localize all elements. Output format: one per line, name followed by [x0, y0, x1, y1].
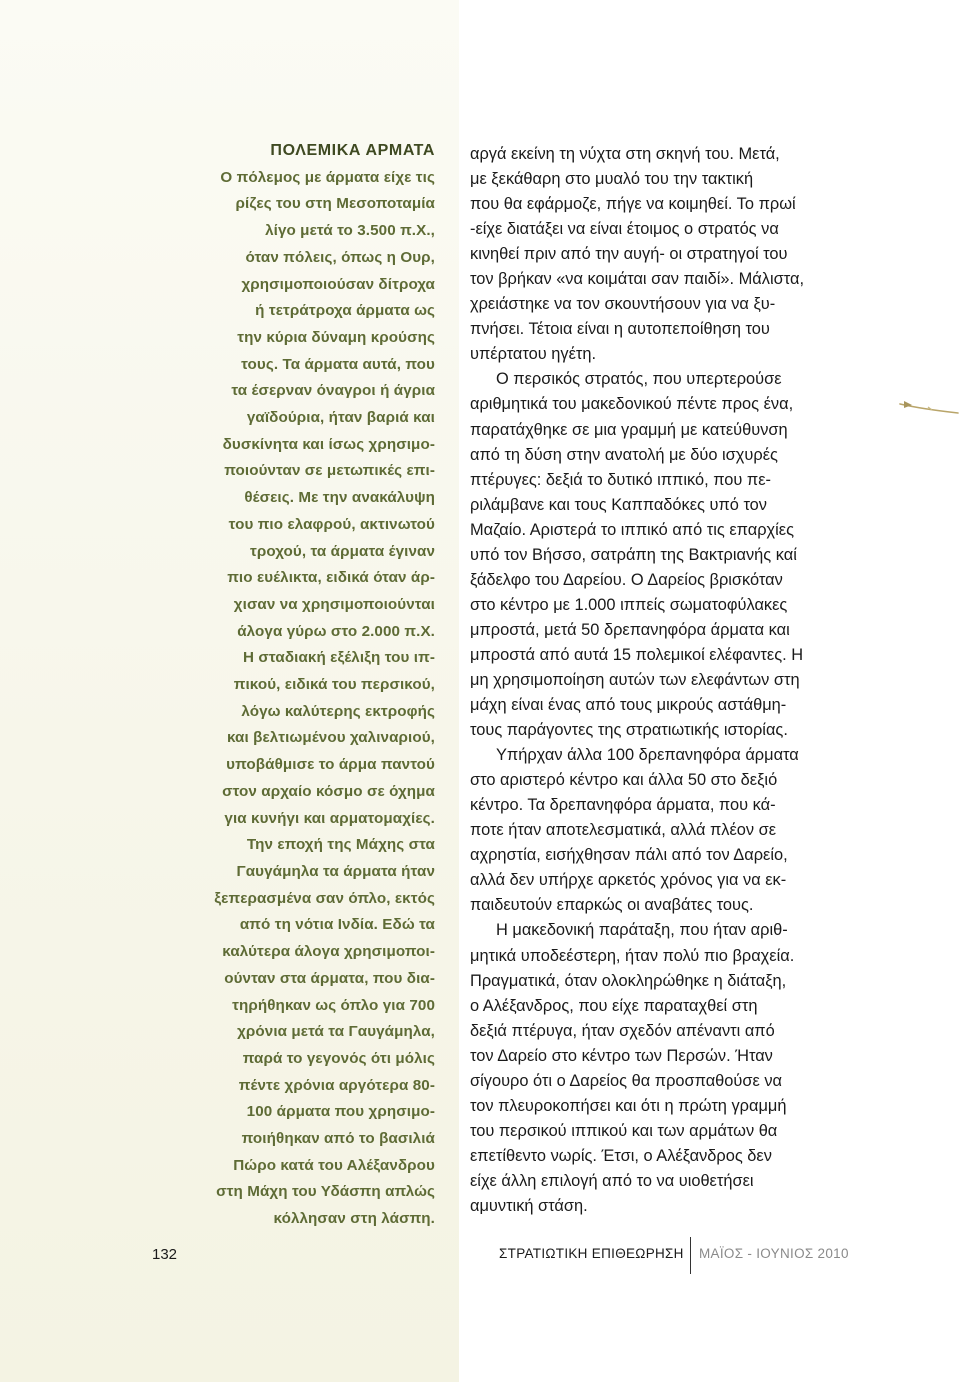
body-line: τον Δαρείο στο κέντρο των Περσών. Ήταν	[470, 1046, 773, 1065]
body-line: πνήσει. Τέτοια είναι η αυτοπεποίθηση του	[470, 320, 770, 339]
page-number: 132	[152, 1246, 178, 1263]
body-line: με ξεκάθαρη στο μυαλό του την τακτική	[470, 170, 754, 189]
sidebar-line: ρίζες του στη Μεσοποταμία	[235, 195, 435, 213]
body-line: παρατάχθηκε σε μια γραμμή με κατεύθυνση	[470, 420, 788, 439]
body-line: μάχη είναι ένας από τους μικρούς αστάθμη-	[470, 696, 787, 715]
body-line: παιδευτούν επαρκώς οι αναβάτες τους.	[470, 896, 754, 915]
sidebar-line: τους. Τα άρματα αυτά, που	[241, 355, 435, 373]
sidebar-line: ή τετράτροχα άρματα ως	[255, 302, 435, 320]
sidebar-line: λόγω καλύτερης εκτροφής	[241, 702, 435, 720]
body-line: ποτε ήταν αποτελεσματικά, αλλά πλέον σε	[470, 821, 777, 840]
body-line: υπέρτατου ηγέτη.	[470, 345, 597, 364]
body-line: μητικά υποδεέστερη, ήταν πολύ πιο βραχεία.	[470, 946, 795, 965]
sidebar-line: από τη νότια Ινδία. Εδώ τα	[239, 916, 435, 934]
body-line: Ο περσικός στρατός, που υπερτερούσε	[496, 370, 782, 389]
sidebar-line: πικού, ειδικά του περσικού,	[233, 676, 435, 694]
body-line: του περσικού ιππικού και των αρμάτων θα	[470, 1121, 778, 1140]
sidebar-line: στον αρχαίο κόσμο σε όχημα	[222, 782, 435, 800]
body-line: τον βρήκαν «να κοιμάται σαν παιδί». Μάλιστα,	[470, 270, 804, 289]
sidebar-line: χρησιμοποιούσαν δίτροχα	[241, 275, 435, 293]
body-line: κινηθεί πριν από την αυγή- οι στρατηγοί του	[470, 245, 788, 264]
body-line: μπροστά, μετά 50 δρεπανηφόρα άρματα και	[470, 620, 790, 639]
body-line: ο Αλέξανδρος, που είχε παραταχθεί στη	[470, 996, 758, 1015]
sidebar-line: ούνταν στα άρματα, που δια-	[224, 969, 435, 987]
sidebar-line: δυσκίνητα και ίσως χρησιμο-	[222, 435, 435, 453]
body-line: από τη δύση στην ανατολή με δύο ισχυρές	[470, 445, 778, 464]
sidebar-line: ποιούνταν σε μετωπικές επι-	[224, 462, 435, 480]
sidebar-line: υποβάθμισε το άρμα παντού	[226, 756, 435, 774]
magazine-name: ΣΤΡΑΤΙΩΤΙΚΗ ΕΠΙΘΕΩΡΗΣΗ	[499, 1246, 684, 1261]
body-line: είχε άλλη επιλογή από το να υιοθετήσει	[470, 1171, 754, 1190]
body-line: Η μακεδονική παράταξη, που ήταν αριθ-	[496, 921, 788, 940]
sidebar-line: ξεπερασμένα σαν όπλο, εκτός	[214, 889, 435, 907]
body-line: χρειάστηκε να τον σκουντήσουν για να ξυ-	[470, 295, 776, 314]
sidebar-line: θέσεις. Με την ανακάλυψη	[244, 489, 435, 507]
footer-divider	[690, 1237, 691, 1274]
body-line: μπροστά από αυτά 15 πολεμικοί ελέφαντες. Η	[470, 645, 804, 664]
sidebar-line: τροχού, τα άρματα έγιναν	[250, 542, 435, 560]
sidebar-line: Γαυγάμηλα τα άρματα ήταν	[236, 862, 435, 880]
sidebar-line: πέντε χρόνια αργότερα 80-	[238, 1076, 435, 1094]
sidebar-line: γαϊδούρια, ήταν βαριά και	[246, 409, 435, 427]
sidebar-line: για κυνήγι και αρματομαχίες.	[224, 809, 435, 827]
body-line: στο αριστερό κέντρο και άλλα 50 στο δεξιό	[470, 771, 778, 790]
body-line: κέντρο. Τα δρεπανηφόρα άρματα, που κά-	[470, 796, 776, 815]
body-line: αριθμητικά του μακεδονικού πέντε προς ένα,	[470, 395, 794, 414]
sidebar-line: κόλλησαν στη λάσπη.	[273, 1210, 435, 1228]
sidebar-title: ΠΟΛΕΜΙΚΑ ΑΡΜΑΤΑ	[270, 142, 435, 159]
body-line: αργά εκείνη τη νύχτα στη σκηνή του. Μετά,	[470, 145, 780, 163]
issue-date: ΜΑΪΟΣ - ΙΟΥΝΙΟΣ 2010	[699, 1246, 849, 1261]
sidebar-line: Η σταδιακή εξέλιξη του ιπ-	[243, 649, 435, 667]
sidebar-line: όταν πόλεις, όπως η Ουρ,	[245, 248, 435, 266]
sidebar-line: χρόνια μετά τα Γαυγάμηλα,	[237, 1023, 435, 1041]
sidebar-line: στη Μάχη του Υδάσπη απλώς	[216, 1183, 435, 1201]
sidebar-line: Πώρο κατά του Αλέξανδρου	[233, 1156, 435, 1174]
sidebar-line: πιο ευέλικτα, ειδικά όταν άρ-	[227, 569, 435, 587]
body-line: Υπήρχαν άλλα 100 δρεπανηφόρα άρματα	[496, 746, 799, 765]
body-line: ξάδελφο του Δαρείου. Ο Δαρείος βρισκόταν	[470, 570, 783, 589]
sidebar-line: λίγο μετά το 3.500 π.Χ.,	[265, 222, 435, 240]
sidebar-line: καλύτερα άλογα χρησιμοποι-	[222, 943, 435, 961]
sidebar-line: τα έσερναν όναγροι ή άγρια	[231, 382, 435, 400]
body-line: μη χρησιμοποίηση αυτών των ελεφάντων στη	[470, 670, 800, 689]
sidebar-line: άλογα γύρω στο 2.000 π.Χ.	[237, 622, 435, 640]
body-line: πτέρυγες: δεξιά το δυτικό ιππικό, που πε-	[470, 470, 772, 489]
sidebar-line: Ο πόλεμος με άρματα είχε τις	[220, 168, 435, 186]
body-line: που θα εφάρμοζε, πήγε να κοιμηθεί. Το πρωί	[470, 195, 796, 214]
body-line: σίγουρο ότι ο Δαρείος θα προσπαθούσε να	[470, 1071, 783, 1090]
body-line: τον πλευροκοπήσει και ότι η πρώτη γραμμή	[470, 1096, 787, 1115]
sidebar-line: Την εποχή της Μάχης στα	[246, 836, 435, 854]
article-body	[470, 142, 855, 1219]
sidebar-line: τηρήθηκαν ως όπλο για 700	[232, 996, 435, 1014]
sidebar-line: παρά το γεγονός ότι μόλις	[242, 1049, 435, 1067]
sidebar-line: του πιο ελαφρού, ακτινωτού	[228, 515, 435, 533]
sidebar-line: χισαν να χρησιμοποιούνται	[233, 595, 435, 613]
body-line: στο κέντρο με 1.000 ιππείς σωματοφύλακες	[470, 595, 788, 614]
body-line: δεξιά πτέρυγα, ήταν σχεδόν απέναντι από	[470, 1021, 775, 1040]
body-line: επετίθεντο νωρίς. Έτσι, ο Αλέξανδρος δεν	[470, 1146, 772, 1165]
body-line: τους παράγοντες της στρατιωτικής ιστορίας.	[470, 721, 788, 740]
body-line: Πραγματικά, όταν ολοκληρώθηκε η διάταξη,	[470, 971, 787, 990]
body-line: Μαζαίο. Αριστερά το ιππικό από τις επαρχίες	[470, 520, 794, 539]
body-line: αχρηστία, εισήχθησαν πάλι από τον Δαρείο,	[470, 846, 788, 865]
sidebar-line: 100 άρματα που χρησιμο-	[246, 1103, 435, 1121]
body-line: αλλά δεν υπήρχε αρκετός χρόνος για να εκ-	[470, 871, 787, 890]
spear-decoration-icon	[898, 396, 960, 420]
body-line: υπό τον Βήσσο, σατράπη της Βακτριανής καί	[470, 545, 797, 564]
sidebar-box	[150, 138, 435, 1233]
body-line: -είχε διατάξει να είναι έτοιμος ο στρατός να	[470, 220, 779, 239]
sidebar-line: ποιήθηκαν από το βασιλιά	[241, 1130, 435, 1148]
sidebar-line: και βελτιωμένου χαλιναριού,	[226, 729, 435, 747]
sidebar-line: την κύρια δύναμη κρούσης	[237, 328, 435, 346]
body-line: ριλάμβανε και τους Καππαδόκες υπό τον	[470, 495, 767, 514]
body-line: αμυντική στάση.	[470, 1196, 588, 1215]
